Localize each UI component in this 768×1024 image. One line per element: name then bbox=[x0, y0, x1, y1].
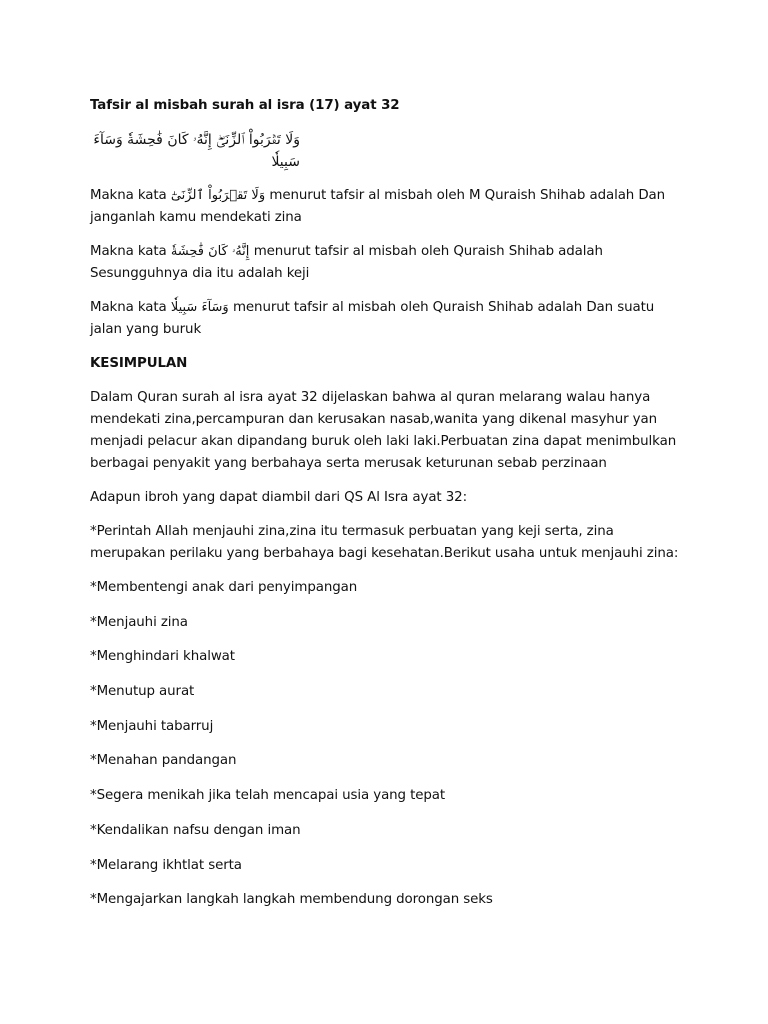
makna-text: menurut tafsir al misbah oleh M Quraish Shihab adalah Dan janganlah kamu mendekati zina bbox=[90, 188, 666, 225]
document-title: Tafsir al misbah surah al isra (17) ayat 32 bbox=[90, 98, 400, 113]
list-item: *Segera menikah jika telah mencapai usia yang tepat bbox=[90, 788, 446, 804]
list-item: *Membentengi anak dari penyimpangan bbox=[90, 580, 358, 595]
makna-prefix: Makna kata bbox=[90, 244, 167, 259]
makna-text: menurut tafsir al misbah oleh Quraish Shihab adalah Dan suatu jalan yang buruk bbox=[90, 300, 655, 337]
list-item: *Melarang ikhtlat serta bbox=[90, 857, 242, 873]
list-item: *Menutup aurat bbox=[90, 684, 195, 700]
makna-text: menurut tafsir al misbah oleh Quraish Shihab adalah Sesungguhnya dia itu adalah keji bbox=[90, 244, 603, 281]
list-item: *Mengajarkan langkah langkah membendung dorongan seks bbox=[90, 892, 493, 908]
list-item: *Menghindari khalwat bbox=[90, 649, 235, 665]
list-item: *Menjauhi zina bbox=[90, 614, 188, 630]
makna-paragraph-2 bbox=[90, 241, 690, 285]
kesimpulan-paragraph: Dalam Quran surah al isra ayat 32 dijelaskan bahwa al quran melarang walau hanya mendekati zina,percampuran dan kerusakan nasab,wanita yang dikenal masyhur yan menjadi pelacur akan dipandang buruk oleh laki laki.Perbuatan zina dapat menimbulkan berbagai penyakit yang berbahaya serta merusak keturunan sebab perzinaan bbox=[90, 390, 677, 471]
makna-prefix: Makna kata bbox=[90, 188, 167, 203]
list-item: *Menjauhi tabarruj bbox=[90, 718, 214, 734]
makna-arabic-word: وَسَآءَ سَبِيلٗا bbox=[170, 300, 229, 315]
kesimpulan-heading: KESIMPULAN bbox=[90, 356, 188, 371]
makna-prefix: Makna kata bbox=[90, 300, 167, 315]
makna-arabic-word: إِنَّهُۥ كَانَ فَٰحِشَةٗ bbox=[170, 244, 250, 259]
ibroh-intro: Adapun ibroh yang dapat diambil dari QS Al Isra ayat 32: bbox=[90, 490, 467, 505]
list-item: *Kendalikan nafsu dengan iman bbox=[90, 822, 301, 838]
usaha-list bbox=[90, 577, 690, 911]
arabic-verse: وَلَا تَقۡرَبُواْ ٱلزِّنَىٰٓۖ إِنَّهُۥ كَانَ فَٰحِشَةٗ وَسَآءَ سَبِيلٗا bbox=[93, 132, 300, 170]
makna-paragraph-3 bbox=[90, 297, 690, 341]
document-page bbox=[90, 95, 690, 924]
perintah-paragraph: *Perintah Allah menjauhi zina,zina itu termasuk perbuatan yang keji serta, zina merupakan perilaku yang berbahaya bagi kesehatan.Berikut usaha untuk menjauhi zina: bbox=[90, 524, 679, 561]
makna-paragraph-1 bbox=[90, 185, 690, 229]
makna-arabic-word: وَلَا تَقۡرَبُواْ ٱلزِّنَىٰٓ bbox=[170, 188, 266, 203]
list-item: *Menahan pandangan bbox=[90, 753, 237, 769]
